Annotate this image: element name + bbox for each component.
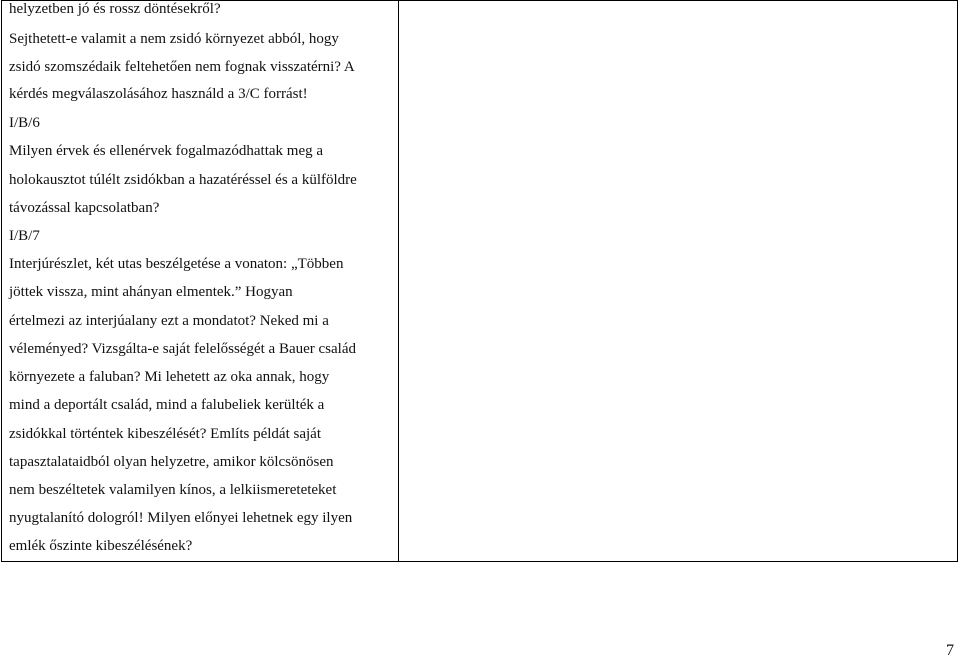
text-line: értelmezi az interjúalany ezt a mondatot? Neked mi a bbox=[9, 313, 329, 329]
answer-cell bbox=[399, 1, 957, 561]
text-line: mind a deportált család, mind a falubeliek kerülték a bbox=[9, 397, 325, 413]
page-number: 7 bbox=[946, 642, 954, 659]
section-heading: I/B/7 bbox=[9, 228, 40, 244]
text-line: távozással kapcsolatban? bbox=[9, 200, 160, 216]
text-line: környezete a faluban? Mi lehetett az oka annak, hogy bbox=[9, 369, 330, 385]
text-line: zsidó szomszédaik feltehetően nem fognak visszatérni? A bbox=[9, 59, 355, 75]
text-line: tapasztalataidból olyan helyzetre, amikor kölcsönösen bbox=[9, 454, 334, 470]
text-line: helyzetben jó és rossz döntésekről? bbox=[9, 1, 221, 17]
task-table bbox=[1, 0, 958, 562]
text-line: véleményed? Vizsgálta-e saját felelősségét a Bauer család bbox=[9, 341, 356, 357]
text-line: holokausztot túlélt zsidókban a hazatéréssel és a külföldre bbox=[9, 172, 357, 188]
section-heading: I/B/6 bbox=[9, 115, 40, 131]
text-line: nem beszéltetek valamilyen kínos, a lelkiismereteteket bbox=[9, 482, 337, 498]
text-line: Interjúrészlet, két utas beszélgetése a vonaton: „Többen bbox=[9, 256, 344, 272]
text-line: kérdés megválaszolásához használd a 3/C forrást! bbox=[9, 86, 308, 102]
text-line: zsidókkal történtek kibeszélését? Említs példát saját bbox=[9, 426, 321, 442]
text-line: Milyen érvek és ellenérvek fogalmazódhattak meg a bbox=[9, 143, 324, 159]
text-line: nyugtalanító dologról! Milyen előnyei lehetnek egy ilyen bbox=[9, 510, 353, 526]
text-line: Sejthetett-e valamit a nem zsidó környezet abból, hogy bbox=[9, 31, 339, 47]
text-line: jöttek vissza, mint ahányan elmentek.” Hogyan bbox=[9, 284, 293, 300]
text-line: emlék őszinte kibeszélésének? bbox=[9, 538, 193, 554]
